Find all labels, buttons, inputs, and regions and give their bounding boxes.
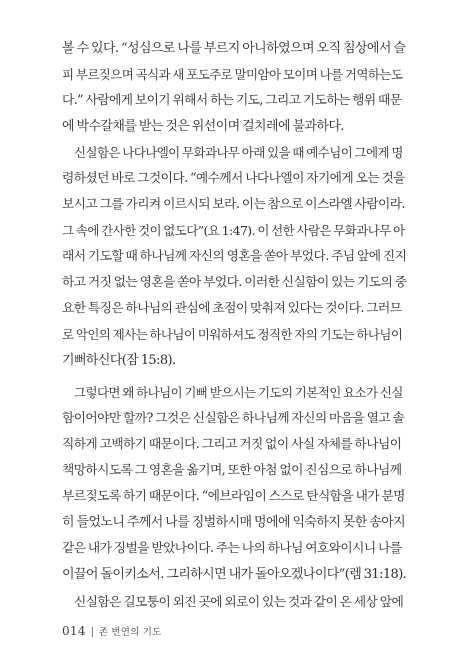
body-line: 직하게 고백하기 때문이다. 그리고 거짓 없이 사실 자체를 하나님이 [62,437,402,452]
body-line: 하고 거짓 없는 영혼을 쏟아 부었다. 이러한 신실함이 있는 기도의 중 [62,275,407,290]
body-line: 래서 기도할 때 하나님께 자신의 영혼을 쏟아 부었다. 주님 앞에 진지 [62,249,407,264]
body-line: 령하셨던 바로 그것이다. “예수께서 나다나엘이 자기에게 오는 것을 [62,171,405,186]
body-line: 그렇다면 왜 하나님이 기뻐 받으시는 기도의 기본적인 요소가 신실 [74,385,403,400]
page-number: 014 [62,624,86,638]
body-line: 신실함은 길모퉁이 외진 곳에 외로이 있는 것과 같이 온 세상 앞에 [74,595,404,610]
body-line: 신실함은 나다나엘이 무화과나무 아래 있을 때 예수님이 그에게 명 [74,145,403,160]
body-line: 이끌어 돌이키소서. 그리하시면 내가 돌아오겠나이다”(렘 31:18). [62,567,407,582]
page-footer [62,624,162,644]
body-line: 책망하시도록 그 영혼을 옮기며, 또한 아첨 없이 진심으로 하나님께 [62,463,402,478]
body-line: 볼 수 있다. “성심으로 나를 부르지 아니하였으며 오직 침상에서 슬 [62,41,406,56]
body-line: 다.” 사람에게 보이기 위해서 하는 기도, 그리고 기도하는 행위 때문 [62,93,402,108]
body-line: 그 속에 간사한 것이 없도다”(요 1:47). 이 선한 사람은 무화과나무 아 [62,223,405,238]
body-line: 히 들었노니 주께서 나를 징벌하시매 멍에에 익숙하지 못한 송아지 [62,515,406,530]
body-line: 에 박수갈채를 받는 것은 위선이며 걸치레에 불과하다. [62,119,344,134]
body-line: 부르짖도록 하기 때문이다. “에브라임이 스스로 탄식함을 내가 분명 [62,489,405,504]
body-line: 보시고 그를 가리켜 이르시되 보라. 이는 참으로 이스라엘 사람이라. [62,197,405,212]
body-line: 피 부르짖으며 곡식과 새 포도주로 말미암아 모이며 나를 거역하는도 [62,67,403,82]
body-line: 요한 특징은 하나님의 관심에 초점이 맞춰져 있다는 것이다. 그러므 [62,301,402,316]
body-line: 같은 내가 징벌을 받았나이다. 주는 나의 하나님 여호와이시니 나를 [62,541,402,556]
running-title: 존 번연의 기도 [98,627,162,638]
body-line: 함이어야만 할까? 그것은 신실함은 하나님께 자신의 마음을 열고 솔 [62,411,405,426]
body-line: 기뻐하신다(잠 15:8). [62,353,176,368]
footer-divider [92,627,93,637]
body-line: 로 악인의 제사는 하나님이 미워하셔도 정직한 자의 기도는 하나님이 [62,327,403,342]
